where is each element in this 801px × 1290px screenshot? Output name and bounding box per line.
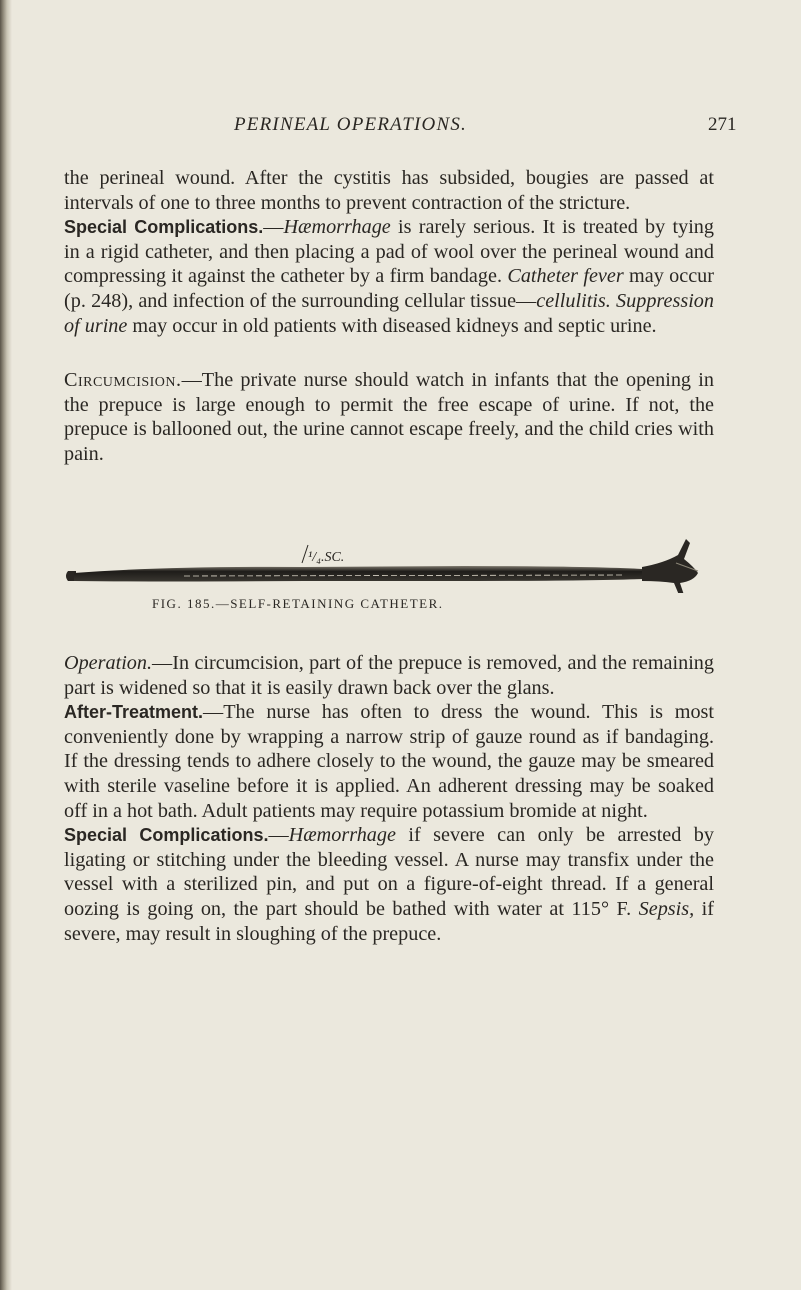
section-label: Special Complications. xyxy=(64,217,264,238)
text-block-stricture xyxy=(64,166,714,338)
paragraph-bougies: the perineal wound. After the cystitis has subsided, bougies are passed at intervals of one to three months to prevent contraction of the stricture. xyxy=(64,167,714,214)
term-catheter-fever: Catheter fever xyxy=(507,265,624,288)
caption-number: FIG. 185. xyxy=(152,596,216,611)
term-cellulitis: cellulitis. xyxy=(536,289,611,312)
section-heading: Circumcision. xyxy=(64,369,182,391)
paragraph-special-complications: Special Complications.—Hæmorrhage is rarely serious. It is treated by tying in a rigid catheter, and then placing a pad of wool over the perineal wound and compressing it against the catheter by a firm bandage. Catheter fever may occur (p. 248), and infection of the surrounding cellular tissue—cellulitis. Suppression of urine may occur in old patients with diseased kidneys and septic urine. xyxy=(64,216,714,337)
figure-catheter xyxy=(64,533,714,613)
running-title: PERINEAL OPERATIONS. xyxy=(234,114,467,135)
scale-mark: ¹/₄.SC. xyxy=(308,550,345,565)
text-block-circumcision xyxy=(64,368,714,466)
section-label: After-Treatment. xyxy=(64,702,204,723)
term-suppression: Suppression of urine xyxy=(64,289,714,337)
term-haemorrhage: Hæmorrhage xyxy=(288,824,396,847)
term-operation: Operation. xyxy=(64,652,153,674)
paragraph-after-treatment: After-Treatment.—The nurse has often to dress the wound. This is most conveniently done by wrapping a narrow strip of gauze round as if bandaging. If the dressing tends to adhere closely to the wound, the gauze may be smeared with sterile vaseline before it is applied. An adherent dressing may be soaked off in a hot bath. Adult patients may require potassium bromide at night. xyxy=(64,701,714,822)
catheter-illustration xyxy=(64,533,714,593)
paragraph-operation: Operation.—In circumcision, part of the prepuce is removed, and the remaining part is widened so that it is easily drawn back over the glans. xyxy=(64,652,714,699)
term-haemorrhage: Hæmorrhage xyxy=(283,216,391,239)
figure-caption xyxy=(152,596,444,612)
paragraph-special-complications-2: Special Complications.—Hæmorrhage if severe can only be arrested by ligating or stitching under the bleeding vessel. A nurse may transfix under the vessel with a sterilized pin, and put on a figure-of-eight thread. If a general oozing is going on, the part should be bathed with water at 115° F. Sepsis, if severe, may result in sloughing of the prepuce. xyxy=(64,824,714,945)
caption-text: —SELF-RETAINING CATHETER. xyxy=(215,596,444,611)
text-block-operation xyxy=(64,651,714,946)
paragraph-circumcision: Circumcision.—The private nurse should watch in infants that the opening in the prepuce is large enough to permit the free escape of urine. If not, the prepuce is ballooned out, the urine cannot escape freely, and the child cries with pain. xyxy=(64,369,714,465)
section-label: Special Complications. xyxy=(64,825,269,846)
term-sepsis: Sepsis, xyxy=(638,897,695,920)
page-number: 271 xyxy=(708,114,737,135)
page-header xyxy=(0,114,801,144)
